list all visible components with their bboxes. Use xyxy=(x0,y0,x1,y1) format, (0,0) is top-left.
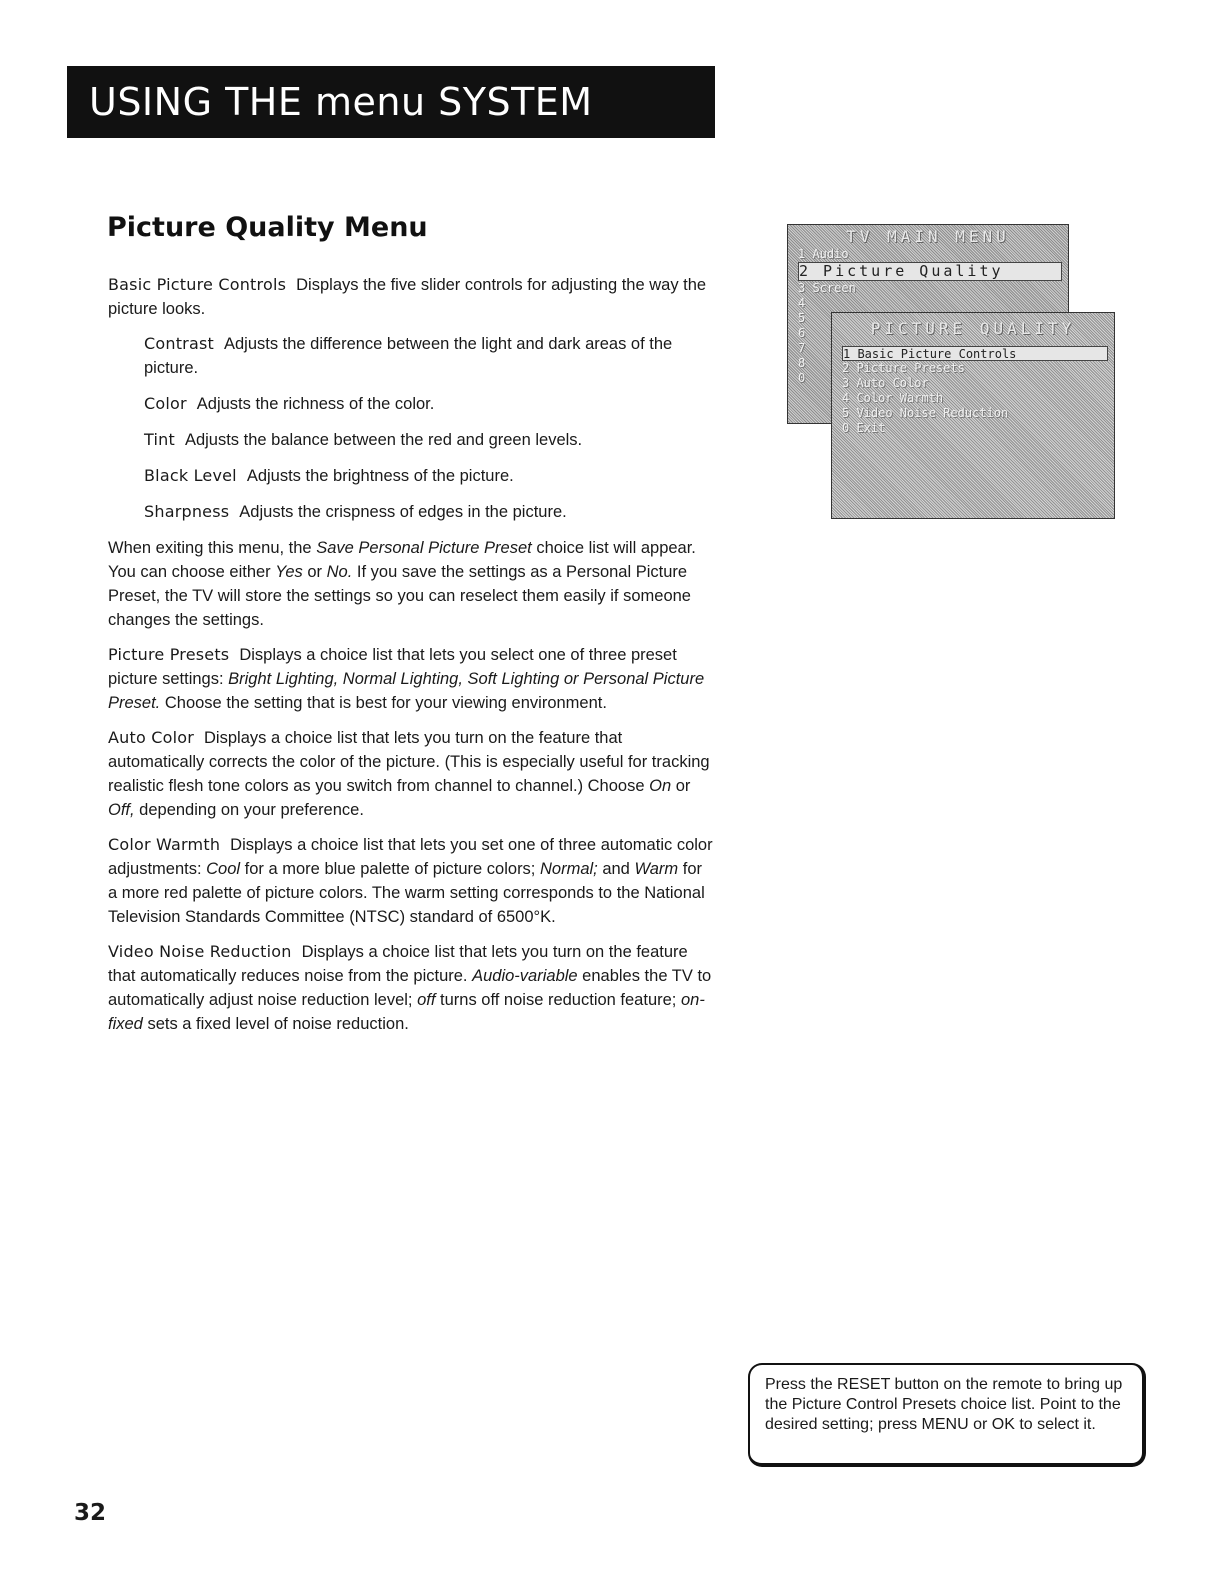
body-text xyxy=(108,273,713,1047)
tv-main-menu-item-selected[interactable]: 2 Picture Quality xyxy=(798,262,1062,281)
tv-pq-item[interactable]: 0 Exit xyxy=(842,421,886,435)
basic-controls-paragraph xyxy=(108,273,713,321)
contrast-desc: Adjusts the difference between the light and dark areas of the picture. xyxy=(144,335,673,377)
video-noise-desc: sets a fixed level of noise reduction. xyxy=(142,1015,409,1033)
picture-presets-desc: Displays a choice list that lets you select one of three preset picture settings: xyxy=(108,646,677,688)
contrast-paragraph xyxy=(144,332,713,380)
color-warmth-normal: Normal; xyxy=(539,860,598,878)
page-number: 32 xyxy=(74,1500,107,1526)
tv-picture-quality-window xyxy=(831,312,1115,519)
basic-controls-desc: Displays the five slider controls for adjusting the way the picture looks. xyxy=(108,276,707,318)
contrast-term: Contrast xyxy=(144,334,214,353)
auto-color-desc: depending on your preference. xyxy=(134,801,364,819)
video-noise-off: off xyxy=(417,991,436,1009)
sharpness-paragraph xyxy=(144,500,713,524)
tv-pq-item[interactable]: 3 Auto Color xyxy=(842,376,929,390)
exit-note-no: No. xyxy=(326,563,353,581)
sharpness-desc: Adjusts the crispness of edges in the picture. xyxy=(239,503,567,521)
tv-main-menu-title: TV MAIN MENU xyxy=(846,227,1010,246)
black-level-term: Black Level xyxy=(144,466,237,485)
black-level-paragraph xyxy=(144,464,713,488)
picture-presets-desc: Choose the setting that is best for your viewing environment. xyxy=(160,694,607,712)
picture-presets-options: Bright Lighting, Normal Lighting, Soft Lighting or Personal Picture Preset. xyxy=(108,670,705,712)
tv-pq-item-selected[interactable]: 1 Basic Picture Controls xyxy=(842,346,1108,361)
tv-main-menu-item[interactable]: 6 xyxy=(798,326,806,340)
tv-picture-quality-list xyxy=(842,346,1108,436)
video-noise-desc: enables the TV to automatically adjust noise reduction level; xyxy=(108,967,712,1009)
video-noise-desc: Displays a choice list that lets you turn on the feature that automatically reduces noise from the picture. xyxy=(108,943,688,985)
tv-pq-item[interactable]: 5 Video Noise Reduction xyxy=(842,406,1009,420)
auto-color-term: Auto Color xyxy=(108,728,195,747)
tint-desc: Adjusts the balance between the red and green levels. xyxy=(184,431,583,449)
auto-color-on: On xyxy=(649,777,672,795)
auto-color-desc: or xyxy=(671,777,691,795)
video-noise-on-fixed: on-fixed xyxy=(108,991,705,1033)
tv-picture-quality-title: PICTURE QUALITY xyxy=(870,319,1076,338)
exit-note-text: When exiting this menu, the xyxy=(108,539,317,557)
video-noise-desc: turns off noise reduction feature; xyxy=(435,991,681,1009)
exit-note-paragraph xyxy=(108,536,713,632)
video-noise-audio-variable: Audio-variable xyxy=(472,967,578,985)
exit-note-text: or xyxy=(302,563,327,581)
exit-note-text: If you save the settings as a Personal Picture Preset, the TV will store the settings so you can reselect them easily if someone changes the settings. xyxy=(108,563,691,629)
auto-color-desc: Displays a choice list that lets you turn on the feature that automatically corrects the color of the picture. (This is especially useful for tracking realistic flesh tone colors as you switch from channel to channel.) Choose xyxy=(108,729,710,795)
tv-main-menu-item[interactable]: 0 xyxy=(798,371,806,385)
tint-paragraph xyxy=(144,428,713,452)
color-warmth-desc: for a more blue palette of picture colors; xyxy=(240,860,540,878)
color-desc: Adjusts the richness of the color. xyxy=(196,395,435,413)
color-warmth-desc: and xyxy=(597,860,635,878)
sharpness-term: Sharpness xyxy=(144,502,230,521)
tv-main-menu-item[interactable]: 7 xyxy=(798,341,806,355)
color-paragraph xyxy=(144,392,713,416)
black-level-desc: Adjusts the brightness of the picture. xyxy=(246,467,514,485)
tv-main-menu-item[interactable]: 4 xyxy=(798,296,806,310)
exit-note-yes: Yes xyxy=(275,563,303,581)
color-warmth-desc: Displays a choice list that lets you set one of three automatic color adjustments: xyxy=(108,836,713,878)
auto-color-off: Off, xyxy=(108,801,135,819)
tv-main-menu-item[interactable]: 1 Audio xyxy=(798,247,849,261)
color-warmth-term: Color Warmth xyxy=(108,835,221,854)
exit-note-preset: Save Personal Picture Preset xyxy=(316,539,532,557)
tip-text: Press the RESET button on the remote to bring up the Picture Control Presets choice list. Point to the desired setting; press MENU or OK to select it. xyxy=(765,1376,1123,1433)
color-term: Color xyxy=(144,394,187,413)
section-title: Picture Quality Menu xyxy=(107,212,428,243)
tv-pq-item[interactable]: 2 Picture Presets xyxy=(842,361,965,375)
tint-term: Tint xyxy=(144,430,175,449)
color-warmth-desc: for a more red palette of picture colors. The warm setting corresponds to the National Television Standards Committee (NTSC) standard of 6500°K. xyxy=(108,860,705,926)
color-warmth-warm: Warm xyxy=(634,860,679,878)
tip-box xyxy=(748,1363,1146,1467)
tv-main-menu-item[interactable]: 5 xyxy=(798,311,806,325)
header-title: USING THE menu SYSTEM xyxy=(89,80,593,124)
tv-menu-screenshot xyxy=(787,224,1117,520)
tv-main-menu-item[interactable]: 3 Screen xyxy=(798,281,856,295)
tv-pq-item[interactable]: 4 Color Warmth xyxy=(842,391,944,405)
exit-note-text: choice list will appear. You can choose either xyxy=(108,539,696,581)
color-warmth-paragraph xyxy=(108,833,713,929)
basic-controls-term: Basic Picture Controls xyxy=(108,275,287,294)
video-noise-paragraph xyxy=(108,940,713,1036)
page-header-bar xyxy=(67,66,715,138)
color-warmth-cool: Cool xyxy=(206,860,241,878)
auto-color-paragraph xyxy=(108,726,713,822)
tv-main-menu-item[interactable]: 8 xyxy=(798,356,806,370)
picture-presets-paragraph xyxy=(108,643,713,715)
video-noise-term: Video Noise Reduction xyxy=(108,942,292,961)
picture-presets-term: Picture Presets xyxy=(108,645,230,664)
